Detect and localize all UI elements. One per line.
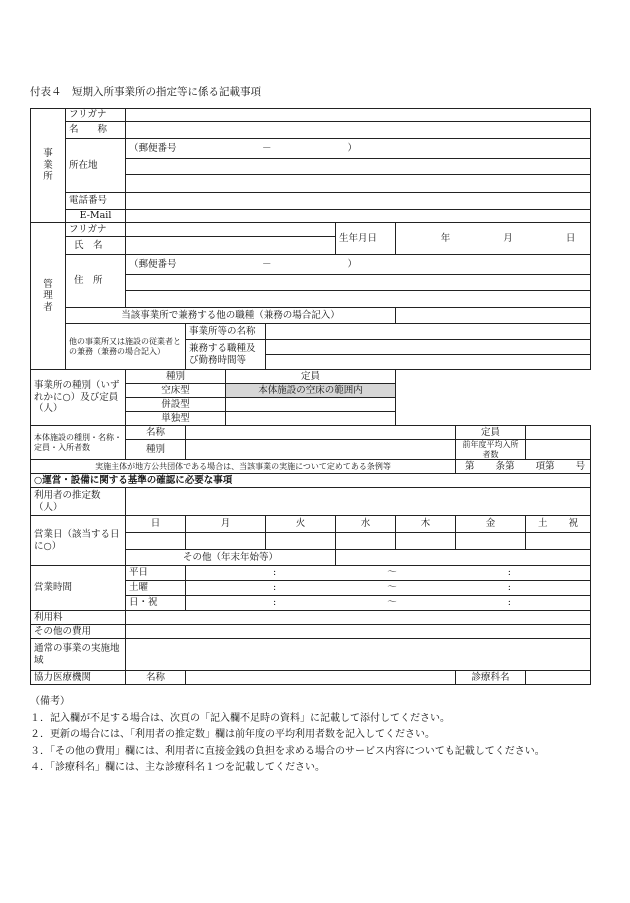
medical-name-field[interactable] <box>186 671 456 685</box>
hours-holiday-colon-1: : <box>273 597 277 609</box>
facility-name-label: 名称 <box>126 426 186 440</box>
office-address-label: 所在地 <box>66 139 126 193</box>
type-row-empty-bed[interactable]: 空床型 <box>126 384 226 398</box>
office-postal-field[interactable] <box>126 139 591 159</box>
medical-dept-label: 診療科名 <box>456 671 526 685</box>
hours-saturday-label: 土曜 <box>126 581 186 596</box>
day-sun-field[interactable] <box>126 533 186 550</box>
empty-bed-capacity-note: 本体施設の空床の範囲内 <box>226 384 396 398</box>
day-hol: 祝 <box>568 518 579 530</box>
ops-header: ○運営・設備に関する基準の確認に必要な事項 <box>31 474 591 488</box>
office-furigana-label: フリガナ <box>66 109 126 122</box>
day-sat-hol <box>526 516 591 533</box>
office-address-field-2[interactable] <box>126 175 591 193</box>
manager-other-duty-label: 兼務する職種及び勤務時間等 <box>186 340 266 370</box>
type-row-standalone[interactable]: 単独型 <box>126 412 226 426</box>
other-days-label: その他（年末年始等） <box>126 550 336 566</box>
facility-name-field[interactable] <box>186 426 456 440</box>
manager-furigana-field[interactable] <box>126 223 336 237</box>
facility-type-field[interactable] <box>186 440 456 460</box>
ordinance-item: 項 <box>535 460 546 472</box>
note-item-1: １．記入欄が不足する場合は、次頁の「記入欄不足時の資料」に記載して添付してください。 <box>30 712 450 724</box>
type-blank-area <box>396 370 591 426</box>
manager-address-field-2[interactable] <box>126 291 591 308</box>
medical-dept-field[interactable] <box>526 671 591 685</box>
type-row-attached[interactable]: 併設型 <box>126 398 226 412</box>
office-section-label: 事 業 所 <box>31 109 66 223</box>
office-phone-label: 電話番号 <box>66 193 126 210</box>
notes <box>30 694 595 777</box>
fee-label: 利用料 <box>31 611 126 625</box>
estimate-label: 利用者の推定数（人） <box>31 488 126 516</box>
day-thu-field[interactable] <box>396 533 456 550</box>
note-item-4: ４．「診療科名」欄には、主な診療科名１つを記載してください。 <box>30 762 325 773</box>
manager-concurrent-field[interactable] <box>396 308 591 324</box>
hours-weekday-field[interactable] <box>186 566 591 581</box>
service-area-field[interactable] <box>126 639 591 671</box>
hours-saturday-field[interactable] <box>186 581 591 596</box>
day-fri-field[interactable] <box>456 533 526 550</box>
note-item-2: ２．更新の場合には、「利用者の推定数」欄は前年度の平均利用者数を記入してください。 <box>30 729 435 740</box>
hours-saturday-colon-2: : <box>507 582 511 594</box>
manager-other-office-label: 事業所等の名称 <box>186 324 266 340</box>
ordinance-dai2: 第 <box>505 460 515 472</box>
service-area-label: 通常の事業の実施地域 <box>31 639 126 671</box>
birth-year-label: 年 <box>440 232 451 244</box>
birth-day-label: 日 <box>565 232 576 244</box>
office-type-label: 事業所の種別（いずれかに○）及び定員（人） <box>31 370 126 426</box>
hours-weekday-tilde: ～ <box>387 567 397 579</box>
manager-other-duty-field-2[interactable] <box>266 355 591 370</box>
hours-weekday-colon-1: : <box>273 567 277 579</box>
attached-capacity-field[interactable] <box>226 398 396 412</box>
ordinance-clause: 条 <box>495 460 506 472</box>
facility-avg-label: 前年度平均入所者数 <box>456 440 526 460</box>
day-sun: 日 <box>126 516 186 533</box>
manager-section-label: 管 理 者 <box>31 223 66 370</box>
manager-address-label: 住 所 <box>66 255 126 308</box>
manager-birth-label: 生年月日 <box>336 223 396 255</box>
standalone-capacity-field[interactable] <box>226 412 396 426</box>
facility-avg-field[interactable] <box>526 440 591 460</box>
day-wed: 水 <box>336 516 396 533</box>
facility-capacity-label: 定員 <box>456 426 526 440</box>
day-wed-field[interactable] <box>336 533 396 550</box>
day-mon-field[interactable] <box>186 533 266 550</box>
note-item-3: ３．「その他の費用」欄には、利用者に直接金銭の負担を求める場合のサービス内容についても記載してください。 <box>30 745 545 757</box>
ordinance-label: 実施主体が地方公共団体である場合は、当該事業の実施について定めてある条例等 <box>31 460 456 474</box>
notes-heading: （備考） <box>30 696 70 707</box>
fee-field[interactable] <box>126 611 591 625</box>
estimate-field[interactable] <box>126 488 591 516</box>
manager-furigana-label: フリガナ <box>66 223 126 237</box>
day-tue: 火 <box>266 516 336 533</box>
day-mon: 月 <box>186 516 266 533</box>
capacity-header: 定員 <box>226 370 396 384</box>
hours-weekday-colon-2: : <box>507 567 511 579</box>
manager-name-field[interactable] <box>126 237 336 255</box>
office-name-field[interactable] <box>126 122 591 139</box>
ordinance-field[interactable] <box>456 460 591 474</box>
birth-month-label: 月 <box>503 232 513 244</box>
office-phone-field[interactable] <box>126 193 591 210</box>
facility-type-label: 種別 <box>126 440 186 460</box>
day-sat: 土 <box>538 518 548 530</box>
facility-capacity-field[interactable] <box>526 426 591 440</box>
hours-holiday-colon-2: : <box>507 597 511 609</box>
other-days-field[interactable] <box>336 550 591 566</box>
office-name-label: 名 称 <box>66 122 126 139</box>
manager-other-label: 他の事業所又は施設の従業者との兼務（兼務の場合記入） <box>66 324 186 370</box>
hours-holiday-tilde: ～ <box>387 597 397 609</box>
medical-name-label: 名称 <box>126 671 186 685</box>
day-fri: 金 <box>456 516 526 533</box>
facility-label: 本体施設の種別・名称・定員・入所者数 <box>31 426 126 460</box>
office-email-label: E-Mail <box>66 210 126 223</box>
office-postal-text: （郵便番号 － ） <box>129 142 358 154</box>
manager-concurrent-label: 当該事業所で兼務する他の職種（兼務の場合記入） <box>66 308 396 324</box>
hours-saturday-tilde: ～ <box>387 582 397 594</box>
ordinance-art: 第 <box>465 460 475 472</box>
other-fee-label: その他の費用 <box>31 625 126 639</box>
hours-holiday-label: 日・祝 <box>126 596 186 611</box>
ordinance-number: 号 <box>575 460 586 472</box>
ordinance-dai3: 第 <box>545 460 555 472</box>
other-fee-field[interactable] <box>126 625 591 639</box>
hours-holiday-field[interactable] <box>186 596 591 611</box>
hours-saturday-colon-1: : <box>273 582 277 594</box>
business-days-label: 営業日（該当する日に○） <box>31 516 126 566</box>
application-form-table <box>30 108 591 685</box>
hours-label: 営業時間 <box>31 566 126 611</box>
document-title: 付表４ 短期入所事業所の指定等に係る記載事項 <box>30 86 261 98</box>
medical-label: 協力医療機関 <box>31 671 126 685</box>
day-sat-hol-field[interactable] <box>526 533 591 550</box>
manager-other-office-field[interactable] <box>266 324 591 340</box>
office-email-field[interactable] <box>126 210 591 223</box>
manager-postal-field[interactable] <box>126 255 591 275</box>
manager-other-duty-field-1[interactable] <box>266 340 591 355</box>
office-furigana-field[interactable] <box>126 109 591 122</box>
type-header: 種別 <box>126 370 226 384</box>
hours-weekday-label: 平日 <box>126 566 186 581</box>
manager-address-field-1[interactable] <box>126 275 591 291</box>
manager-birth-field[interactable] <box>396 223 591 255</box>
manager-name-label: 氏 名 <box>66 237 126 255</box>
manager-postal-text: （郵便番号 － ） <box>129 258 358 270</box>
office-address-field-1[interactable] <box>126 159 591 175</box>
day-tue-field[interactable] <box>266 533 336 550</box>
day-thu: 木 <box>396 516 456 533</box>
